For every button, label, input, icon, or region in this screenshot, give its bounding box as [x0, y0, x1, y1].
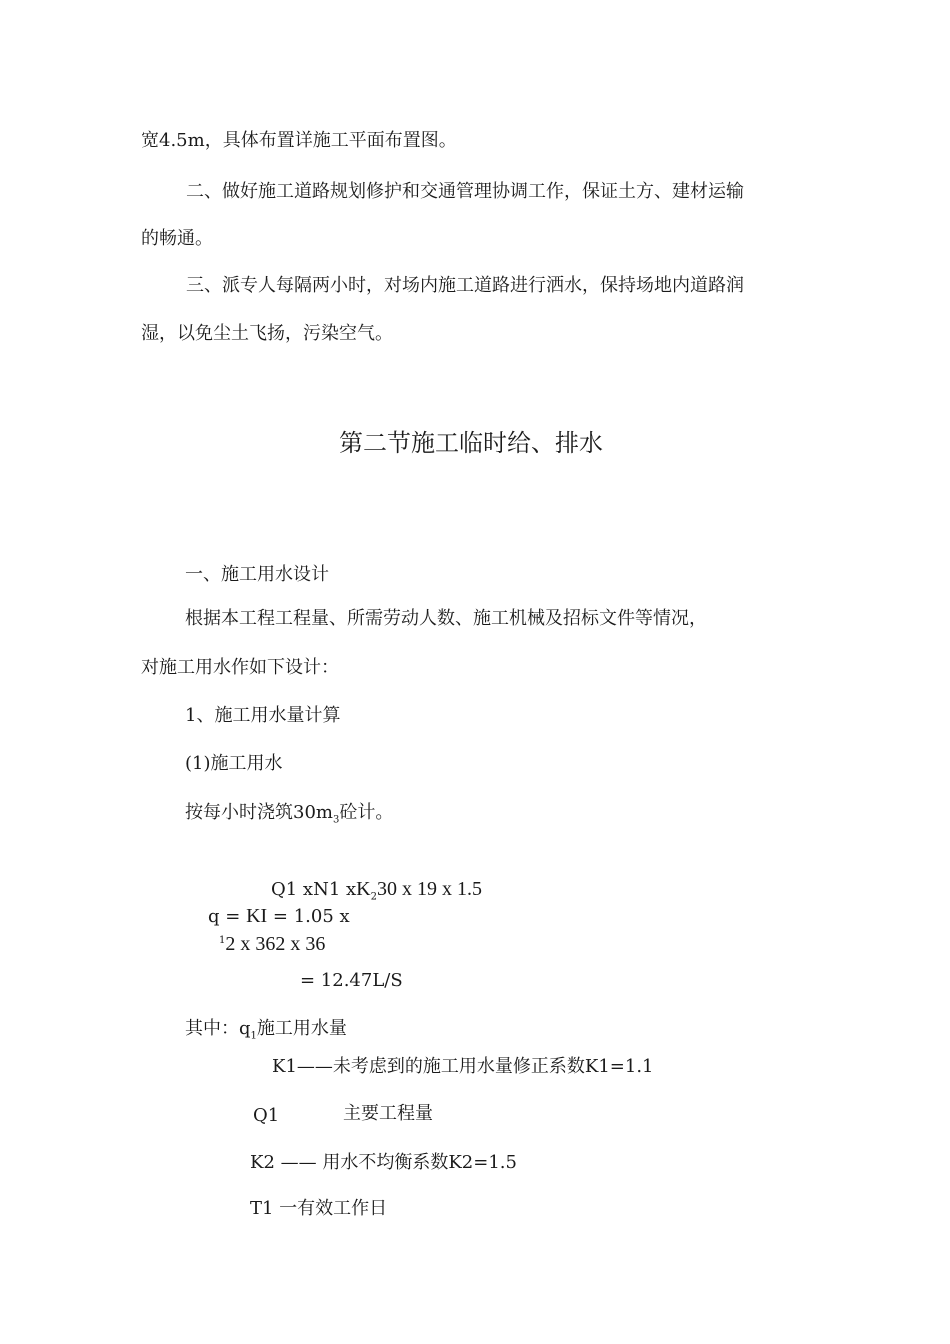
paragraph-line: 二、做好施工道路规划修护和交通管理协调工作，保证土方、建材运输 — [186, 181, 744, 202]
paragraph-line: 根据本工程工程量、所需劳动人数、施工机械及招标文件等情况， — [185, 608, 707, 629]
formula-term: = 1.05 x — [267, 906, 350, 927]
paragraph-line: 对施工用水作如下设计： — [141, 657, 339, 678]
paragraph-line: 的畅通。 — [141, 228, 213, 249]
legend-line: K2 —— 用水不均衡系数K2=1.5 — [250, 1152, 517, 1173]
legend-subscript: 1 — [250, 1030, 257, 1042]
paragraph-line — [185, 801, 393, 833]
pour-text: 按每小时浇筑30m — [185, 802, 333, 823]
legend-desc: 主要工程量 — [343, 1103, 433, 1124]
subheading: 1、施工用水量计算 — [185, 705, 341, 726]
legend-line — [185, 1017, 347, 1049]
legend-line: T1 一有效工作日 — [250, 1198, 388, 1219]
formula-term: 2 x 362 x 36 — [225, 933, 326, 955]
subheading: (1)施工用水 — [185, 753, 283, 774]
formula-term: q = — [208, 906, 247, 927]
paragraph-line: 宽4.5m，具体布置详施工平面布置图。 — [141, 130, 457, 151]
legend-text: 施工用水量 — [256, 1018, 347, 1039]
formula-term: K — [356, 878, 371, 900]
pour-text-suffix: 砼计。 — [339, 802, 394, 823]
formula-denominator — [219, 929, 325, 957]
formula-k1: KI — [246, 905, 268, 927]
formula-main — [208, 904, 350, 929]
formula-term: Q1 xN1 x — [271, 879, 357, 900]
formula-result: = 12.47L/S — [300, 970, 403, 991]
formula-subscript: 2 — [370, 891, 377, 903]
item-heading: 一、施工用水设计 — [185, 564, 329, 585]
legend-label: Q1 — [253, 1105, 280, 1126]
formula-superscript: 1 — [219, 935, 226, 946]
legend-line: K1——未考虑到的施工用水量修正系数K1=1.1 — [272, 1056, 654, 1077]
legend-text: 其中：q — [185, 1018, 251, 1039]
formula-term: 30 x 19 x 1.5 — [377, 878, 482, 900]
section-title: 第二节施工临时给、排水 — [339, 429, 603, 457]
paragraph-line: 三、派专人每隔两小时，对场内施工道路进行洒水，保持场地内道路润 — [186, 275, 744, 296]
paragraph-line: 湿，以免尘土飞扬，污染空气。 — [141, 323, 393, 344]
pour-subscript: 3 — [332, 814, 340, 826]
